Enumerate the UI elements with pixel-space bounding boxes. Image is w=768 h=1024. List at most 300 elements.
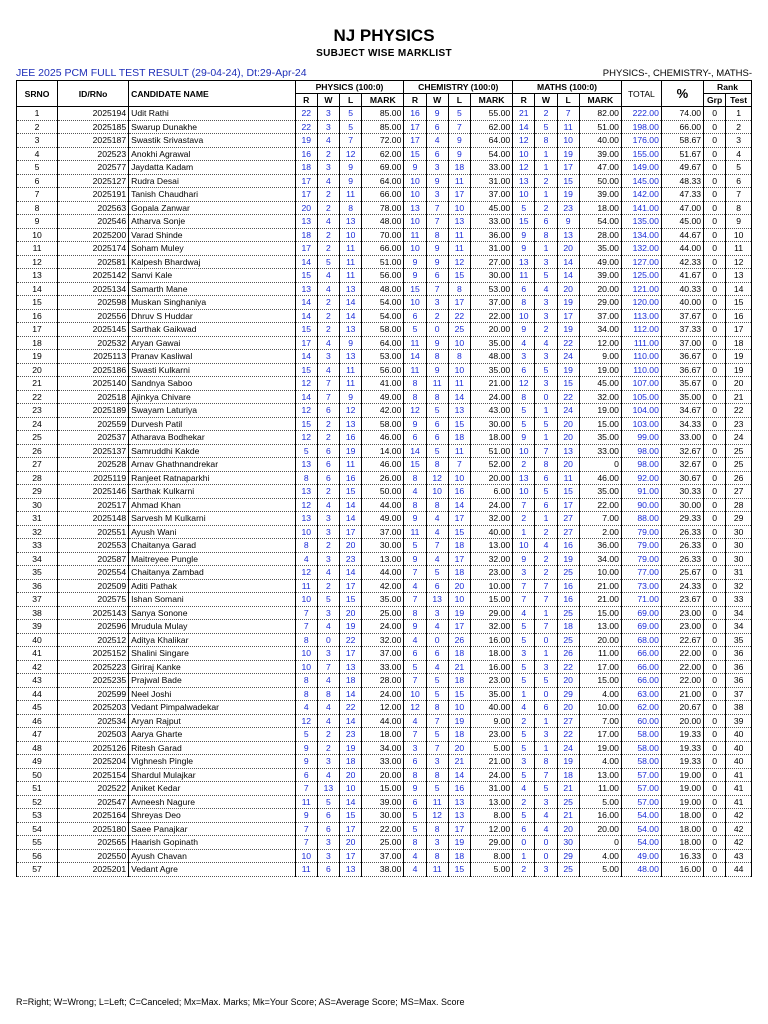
cell-maths-l: 18 <box>557 768 579 782</box>
cell-candidate-name: Aditi Pathak <box>129 579 296 593</box>
cell-physics-r: 15 <box>295 269 317 283</box>
cell-srno: 18 <box>17 336 58 350</box>
cell-chemistry-mark: 9.00 <box>470 714 512 728</box>
cell-maths-mark: 21.00 <box>579 593 621 607</box>
col-rank-grp: Grp <box>704 94 726 107</box>
cell-maths-mark: 11.00 <box>579 782 621 796</box>
cell-physics-l: 13 <box>340 323 362 337</box>
table-row <box>17 485 752 499</box>
cell-chemistry-r: 8 <box>404 606 426 620</box>
cell-chemistry-mark: 18.00 <box>470 647 512 661</box>
cell-chemistry-mark: 32.00 <box>470 620 512 634</box>
cell-physics-l: 19 <box>340 444 362 458</box>
cell-candidate-name: Ahmad Khan <box>129 498 296 512</box>
cell-rank-grp: 0 <box>704 296 726 310</box>
cell-maths-w: 1 <box>535 431 557 445</box>
cell-id: 2025186 <box>58 363 129 377</box>
cell-total: 120.00 <box>621 296 661 310</box>
cell-physics-w: 4 <box>317 498 339 512</box>
cell-chemistry-mark: 30.00 <box>470 269 512 283</box>
cell-maths-l: 9 <box>557 215 579 229</box>
cell-physics-w: 2 <box>317 323 339 337</box>
cell-physics-w: 0 <box>317 633 339 647</box>
cell-physics-mark: 56.00 <box>362 363 404 377</box>
cell-total: 145.00 <box>621 174 661 188</box>
cell-chemistry-r: 5 <box>404 660 426 674</box>
cell-chemistry-r: 4 <box>404 633 426 647</box>
cell-rank-test: 36 <box>726 647 752 661</box>
cell-chemistry-r: 15 <box>404 458 426 472</box>
cell-maths-l: 18 <box>557 620 579 634</box>
col-maths: MATHS (100:0) <box>513 81 622 94</box>
cell-physics-w: 4 <box>317 269 339 283</box>
cell-candidate-name: Saee Panajkar <box>129 822 296 836</box>
cell-maths-mark: 20.00 <box>579 282 621 296</box>
cell-physics-l: 20 <box>340 768 362 782</box>
cell-physics-l: 17 <box>340 849 362 863</box>
cell-maths-r: 5 <box>513 660 535 674</box>
cell-chemistry-mark: 5.00 <box>470 863 512 877</box>
cell-candidate-name: Ishan Somani <box>129 593 296 607</box>
cell-physics-mark: 25.00 <box>362 836 404 850</box>
cell-percent: 29.33 <box>661 512 703 526</box>
cell-rank-test: 17 <box>726 323 752 337</box>
cell-physics-w: 3 <box>317 525 339 539</box>
cell-maths-r: 1 <box>513 525 535 539</box>
cell-rank-test: 8 <box>726 201 752 215</box>
cell-maths-mark: 4.00 <box>579 687 621 701</box>
table-row <box>17 417 752 431</box>
cell-physics-mark: 54.00 <box>362 309 404 323</box>
cell-physics-w: 2 <box>317 242 339 256</box>
cell-maths-l: 24 <box>557 350 579 364</box>
cell-id: 2025143 <box>58 606 129 620</box>
cell-percent: 37.00 <box>661 336 703 350</box>
cell-candidate-name: Samarth Mane <box>129 282 296 296</box>
cell-candidate-name: Avneesh Nagure <box>129 795 296 809</box>
cell-maths-r: 5 <box>513 404 535 418</box>
cell-srno: 51 <box>17 782 58 796</box>
cell-physics-mark: 25.00 <box>362 606 404 620</box>
cell-chemistry-mark: 24.00 <box>470 498 512 512</box>
cell-maths-r: 9 <box>513 242 535 256</box>
cell-total: 135.00 <box>621 215 661 229</box>
cell-chemistry-l: 18 <box>448 674 470 688</box>
col-phy-r: R <box>295 94 317 107</box>
table-row <box>17 377 752 391</box>
cell-physics-l: 14 <box>340 687 362 701</box>
cell-rank-test: 35 <box>726 633 752 647</box>
cell-chemistry-r: 8 <box>404 498 426 512</box>
cell-maths-mark: 36.00 <box>579 539 621 553</box>
cell-chemistry-mark: 8.00 <box>470 809 512 823</box>
cell-chemistry-w: 6 <box>426 579 448 593</box>
cell-rank-grp: 0 <box>704 701 726 715</box>
cell-chemistry-l: 11 <box>448 377 470 391</box>
cell-chemistry-mark: 53.00 <box>470 282 512 296</box>
cell-physics-l: 14 <box>340 296 362 310</box>
cell-maths-w: 4 <box>535 539 557 553</box>
cell-rank-grp: 0 <box>704 458 726 472</box>
cell-physics-mark: 39.00 <box>362 795 404 809</box>
cell-chemistry-l: 17 <box>448 620 470 634</box>
cell-total: 58.00 <box>621 755 661 769</box>
cell-chemistry-w: 3 <box>426 755 448 769</box>
cell-id: 202596 <box>58 620 129 634</box>
cell-percent: 24.33 <box>661 579 703 593</box>
cell-maths-w: 7 <box>535 444 557 458</box>
cell-physics-r: 18 <box>295 228 317 242</box>
cell-maths-mark: 7.00 <box>579 714 621 728</box>
cell-rank-test: 6 <box>726 174 752 188</box>
cell-candidate-name: Ayush Chavan <box>129 849 296 863</box>
cell-id: 202534 <box>58 714 129 728</box>
cell-maths-r: 2 <box>513 863 535 877</box>
cell-chemistry-r: 7 <box>404 593 426 607</box>
marklist-body <box>17 107 752 877</box>
cell-physics-mark: 64.00 <box>362 174 404 188</box>
cell-id: 2025203 <box>58 701 129 715</box>
cell-physics-r: 14 <box>295 296 317 310</box>
cell-srno: 22 <box>17 390 58 404</box>
cell-maths-r: 8 <box>513 390 535 404</box>
cell-physics-mark: 42.00 <box>362 579 404 593</box>
cell-total: 127.00 <box>621 255 661 269</box>
cell-chemistry-w: 8 <box>426 390 448 404</box>
cell-physics-w: 2 <box>317 728 339 742</box>
cell-physics-l: 15 <box>340 485 362 499</box>
cell-srno: 55 <box>17 836 58 850</box>
cell-maths-mark: 39.00 <box>579 147 621 161</box>
cell-srno: 2 <box>17 120 58 134</box>
cell-percent: 74.00 <box>661 107 703 121</box>
cell-chemistry-mark: 52.00 <box>470 458 512 472</box>
cell-percent: 26.33 <box>661 539 703 553</box>
cell-rank-test: 16 <box>726 309 752 323</box>
cell-physics-w: 5 <box>317 795 339 809</box>
cell-srno: 27 <box>17 458 58 472</box>
cell-rank-test: 28 <box>726 498 752 512</box>
cell-physics-mark: 37.00 <box>362 525 404 539</box>
table-row <box>17 620 752 634</box>
cell-chemistry-r: 8 <box>404 471 426 485</box>
cell-chemistry-l: 21 <box>448 660 470 674</box>
cell-chemistry-w: 6 <box>426 269 448 283</box>
cell-maths-mark: 54.00 <box>579 215 621 229</box>
cell-total: 66.00 <box>621 660 661 674</box>
cell-physics-w: 2 <box>317 147 339 161</box>
cell-chemistry-w: 6 <box>426 120 448 134</box>
cell-id: 202554 <box>58 566 129 580</box>
cell-rank-grp: 0 <box>704 147 726 161</box>
cell-physics-w: 7 <box>317 377 339 391</box>
cell-maths-mark: 50.00 <box>579 174 621 188</box>
cell-maths-w: 3 <box>535 255 557 269</box>
cell-chemistry-r: 11 <box>404 363 426 377</box>
cell-physics-w: 4 <box>317 215 339 229</box>
cell-chemistry-mark: 23.00 <box>470 728 512 742</box>
cell-chemistry-w: 6 <box>426 647 448 661</box>
cell-chemistry-l: 16 <box>448 485 470 499</box>
cell-maths-mark: 16.00 <box>579 809 621 823</box>
cell-chemistry-r: 9 <box>404 269 426 283</box>
cell-maths-r: 5 <box>513 201 535 215</box>
cell-candidate-name: Jaydatta Kadam <box>129 161 296 175</box>
cell-maths-l: 20 <box>557 242 579 256</box>
cell-maths-r: 6 <box>513 363 535 377</box>
cell-physics-mark: 49.00 <box>362 390 404 404</box>
table-row <box>17 768 752 782</box>
cell-physics-l: 11 <box>340 458 362 472</box>
cell-chemistry-r: 9 <box>404 255 426 269</box>
cell-percent: 40.00 <box>661 296 703 310</box>
result-title: JEE 2025 PCM FULL TEST RESULT (29-04-24), Dt:29-Apr-24 <box>16 67 307 79</box>
page-subtitle: SUBJECT WISE MARKLIST <box>316 48 452 59</box>
cell-total: 77.00 <box>621 566 661 580</box>
cell-chemistry-l: 18 <box>448 647 470 661</box>
cell-srno: 10 <box>17 228 58 242</box>
cell-rank-test: 30 <box>726 525 752 539</box>
cell-total: 49.00 <box>621 849 661 863</box>
cell-physics-w: 6 <box>317 471 339 485</box>
cell-maths-w: 2 <box>535 525 557 539</box>
cell-chemistry-mark: 40.00 <box>470 701 512 715</box>
cell-rank-grp: 0 <box>704 674 726 688</box>
cell-physics-mark: 46.00 <box>362 431 404 445</box>
cell-percent: 58.67 <box>661 134 703 148</box>
cell-id: 202575 <box>58 593 129 607</box>
cell-percent: 22.00 <box>661 674 703 688</box>
cell-candidate-name: Swastik Srivastava <box>129 134 296 148</box>
table-row <box>17 147 752 161</box>
cell-physics-l: 9 <box>340 336 362 350</box>
cell-physics-r: 14 <box>295 255 317 269</box>
cell-candidate-name: Anokhi Agrawal <box>129 147 296 161</box>
cell-maths-r: 2 <box>513 512 535 526</box>
cell-chemistry-r: 7 <box>404 566 426 580</box>
cell-chemistry-r: 8 <box>404 768 426 782</box>
cell-rank-grp: 0 <box>704 539 726 553</box>
subjects-line: PHYSICS-, CHEMISTRY-, MATHS- <box>602 68 752 79</box>
cell-maths-l: 24 <box>557 741 579 755</box>
cell-id: 2025201 <box>58 863 129 877</box>
cell-chemistry-w: 3 <box>426 296 448 310</box>
cell-maths-mark: 11.00 <box>579 647 621 661</box>
cell-physics-l: 13 <box>340 282 362 296</box>
cell-maths-w: 4 <box>535 336 557 350</box>
cell-candidate-name: Neel Joshi <box>129 687 296 701</box>
cell-maths-w: 2 <box>535 201 557 215</box>
cell-total: 110.00 <box>621 363 661 377</box>
cell-physics-w: 3 <box>317 512 339 526</box>
cell-chemistry-w: 3 <box>426 161 448 175</box>
cell-rank-test: 26 <box>726 471 752 485</box>
cell-rank-test: 40 <box>726 741 752 755</box>
table-row <box>17 458 752 472</box>
cell-physics-l: 14 <box>340 512 362 526</box>
cell-maths-w: 3 <box>535 863 557 877</box>
cell-physics-r: 13 <box>295 485 317 499</box>
cell-maths-r: 1 <box>513 849 535 863</box>
cell-id: 202563 <box>58 201 129 215</box>
cell-percent: 20.00 <box>661 714 703 728</box>
cell-physics-r: 9 <box>295 741 317 755</box>
table-row <box>17 471 752 485</box>
cell-chemistry-l: 13 <box>448 215 470 229</box>
cell-id: 202528 <box>58 458 129 472</box>
cell-srno: 53 <box>17 809 58 823</box>
cell-physics-w: 2 <box>317 485 339 499</box>
cell-maths-l: 20 <box>557 674 579 688</box>
cell-physics-mark: 85.00 <box>362 107 404 121</box>
cell-physics-r: 12 <box>295 714 317 728</box>
cell-maths-r: 4 <box>513 782 535 796</box>
cell-chemistry-l: 14 <box>448 390 470 404</box>
cell-maths-r: 13 <box>513 255 535 269</box>
cell-physics-mark: 33.00 <box>362 660 404 674</box>
cell-candidate-name: Aryan Rajput <box>129 714 296 728</box>
cell-chemistry-mark: 6.00 <box>470 485 512 499</box>
table-row <box>17 606 752 620</box>
cell-maths-r: 21 <box>513 107 535 121</box>
cell-srno: 57 <box>17 863 58 877</box>
cell-chemistry-r: 6 <box>404 309 426 323</box>
cell-chemistry-mark: 23.00 <box>470 566 512 580</box>
cell-percent: 26.33 <box>661 525 703 539</box>
cell-physics-r: 8 <box>295 687 317 701</box>
cell-srno: 23 <box>17 404 58 418</box>
cell-maths-l: 21 <box>557 809 579 823</box>
cell-maths-r: 5 <box>513 417 535 431</box>
cell-total: 57.00 <box>621 795 661 809</box>
cell-maths-w: 6 <box>535 215 557 229</box>
table-row <box>17 107 752 121</box>
cell-maths-mark: 45.00 <box>579 377 621 391</box>
table-row <box>17 174 752 188</box>
cell-physics-l: 9 <box>340 390 362 404</box>
cell-rank-grp: 0 <box>704 471 726 485</box>
cell-percent: 18.00 <box>661 809 703 823</box>
cell-rank-grp: 0 <box>704 350 726 364</box>
cell-rank-grp: 0 <box>704 768 726 782</box>
cell-candidate-name: Sarthak Kulkarni <box>129 485 296 499</box>
col-phy-l: L <box>340 94 362 107</box>
cell-chemistry-l: 9 <box>448 147 470 161</box>
cell-maths-l: 19 <box>557 755 579 769</box>
cell-rank-grp: 0 <box>704 795 726 809</box>
cell-maths-r: 10 <box>513 539 535 553</box>
cell-rank-test: 37 <box>726 687 752 701</box>
cell-percent: 34.67 <box>661 404 703 418</box>
cell-percent: 37.33 <box>661 323 703 337</box>
cell-maths-r: 15 <box>513 215 535 229</box>
cell-physics-r: 8 <box>295 539 317 553</box>
cell-srno: 50 <box>17 768 58 782</box>
cell-physics-l: 19 <box>340 620 362 634</box>
cell-rank-test: 27 <box>726 485 752 499</box>
cell-rank-test: 36 <box>726 660 752 674</box>
cell-id: 202587 <box>58 552 129 566</box>
cell-maths-l: 27 <box>557 512 579 526</box>
cell-candidate-name: Sanvi Kale <box>129 269 296 283</box>
cell-percent: 40.33 <box>661 282 703 296</box>
cell-rank-test: 9 <box>726 215 752 229</box>
cell-physics-l: 19 <box>340 741 362 755</box>
cell-chemistry-w: 6 <box>426 431 448 445</box>
cell-chemistry-w: 4 <box>426 660 448 674</box>
table-row <box>17 444 752 458</box>
cell-rank-test: 23 <box>726 417 752 431</box>
cell-rank-grp: 0 <box>704 755 726 769</box>
cell-percent: 23.67 <box>661 593 703 607</box>
cell-physics-mark: 64.00 <box>362 336 404 350</box>
cell-physics-l: 5 <box>340 107 362 121</box>
cell-chemistry-l: 18 <box>448 728 470 742</box>
cell-srno: 24 <box>17 417 58 431</box>
cell-maths-w: 3 <box>535 350 557 364</box>
cell-chemistry-mark: 32.00 <box>470 552 512 566</box>
cell-maths-mark: 7.00 <box>579 512 621 526</box>
cell-maths-r: 5 <box>513 620 535 634</box>
cell-maths-mark: 37.00 <box>579 309 621 323</box>
col-phy-mark: MARK <box>362 94 404 107</box>
cell-physics-l: 22 <box>340 633 362 647</box>
cell-rank-grp: 0 <box>704 242 726 256</box>
cell-physics-w: 3 <box>317 107 339 121</box>
cell-physics-mark: 53.00 <box>362 350 404 364</box>
cell-candidate-name: Muskan Singhaniya <box>129 296 296 310</box>
table-row <box>17 431 752 445</box>
cell-chemistry-mark: 31.00 <box>470 174 512 188</box>
cell-chemistry-l: 18 <box>448 849 470 863</box>
cell-chemistry-l: 22 <box>448 309 470 323</box>
cell-maths-mark: 9.00 <box>579 350 621 364</box>
cell-physics-l: 11 <box>340 188 362 202</box>
cell-maths-mark: 35.00 <box>579 485 621 499</box>
cell-total: 111.00 <box>621 336 661 350</box>
cell-srno: 16 <box>17 309 58 323</box>
cell-rank-grp: 0 <box>704 228 726 242</box>
cell-candidate-name: Maitreyee Pungle <box>129 552 296 566</box>
cell-rank-grp: 0 <box>704 417 726 431</box>
cell-maths-w: 1 <box>535 606 557 620</box>
cell-physics-l: 13 <box>340 863 362 877</box>
cell-candidate-name: Atharava Bodhekar <box>129 431 296 445</box>
cell-id: 2025164 <box>58 809 129 823</box>
cell-maths-r: 5 <box>513 674 535 688</box>
col-chem-mark: MARK <box>470 94 512 107</box>
cell-chemistry-mark: 15.00 <box>470 593 512 607</box>
cell-candidate-name: Aarya Gharte <box>129 728 296 742</box>
cell-candidate-name: Dhruv S Huddar <box>129 309 296 323</box>
cell-id: 202518 <box>58 390 129 404</box>
cell-rank-grp: 0 <box>704 485 726 499</box>
cell-candidate-name: Ayush Wani <box>129 525 296 539</box>
cell-srno: 20 <box>17 363 58 377</box>
cell-physics-w: 2 <box>317 228 339 242</box>
cell-maths-r: 3 <box>513 647 535 661</box>
cell-physics-mark: 34.00 <box>362 741 404 755</box>
cell-physics-l: 7 <box>340 134 362 148</box>
cell-candidate-name: Shardul Mulajkar <box>129 768 296 782</box>
cell-rank-test: 20 <box>726 377 752 391</box>
cell-id: 2025189 <box>58 404 129 418</box>
cell-maths-w: 7 <box>535 579 557 593</box>
cell-chemistry-mark: 33.00 <box>470 215 512 229</box>
cell-total: 198.00 <box>621 120 661 134</box>
cell-maths-l: 20 <box>557 431 579 445</box>
cell-physics-mark: 58.00 <box>362 323 404 337</box>
